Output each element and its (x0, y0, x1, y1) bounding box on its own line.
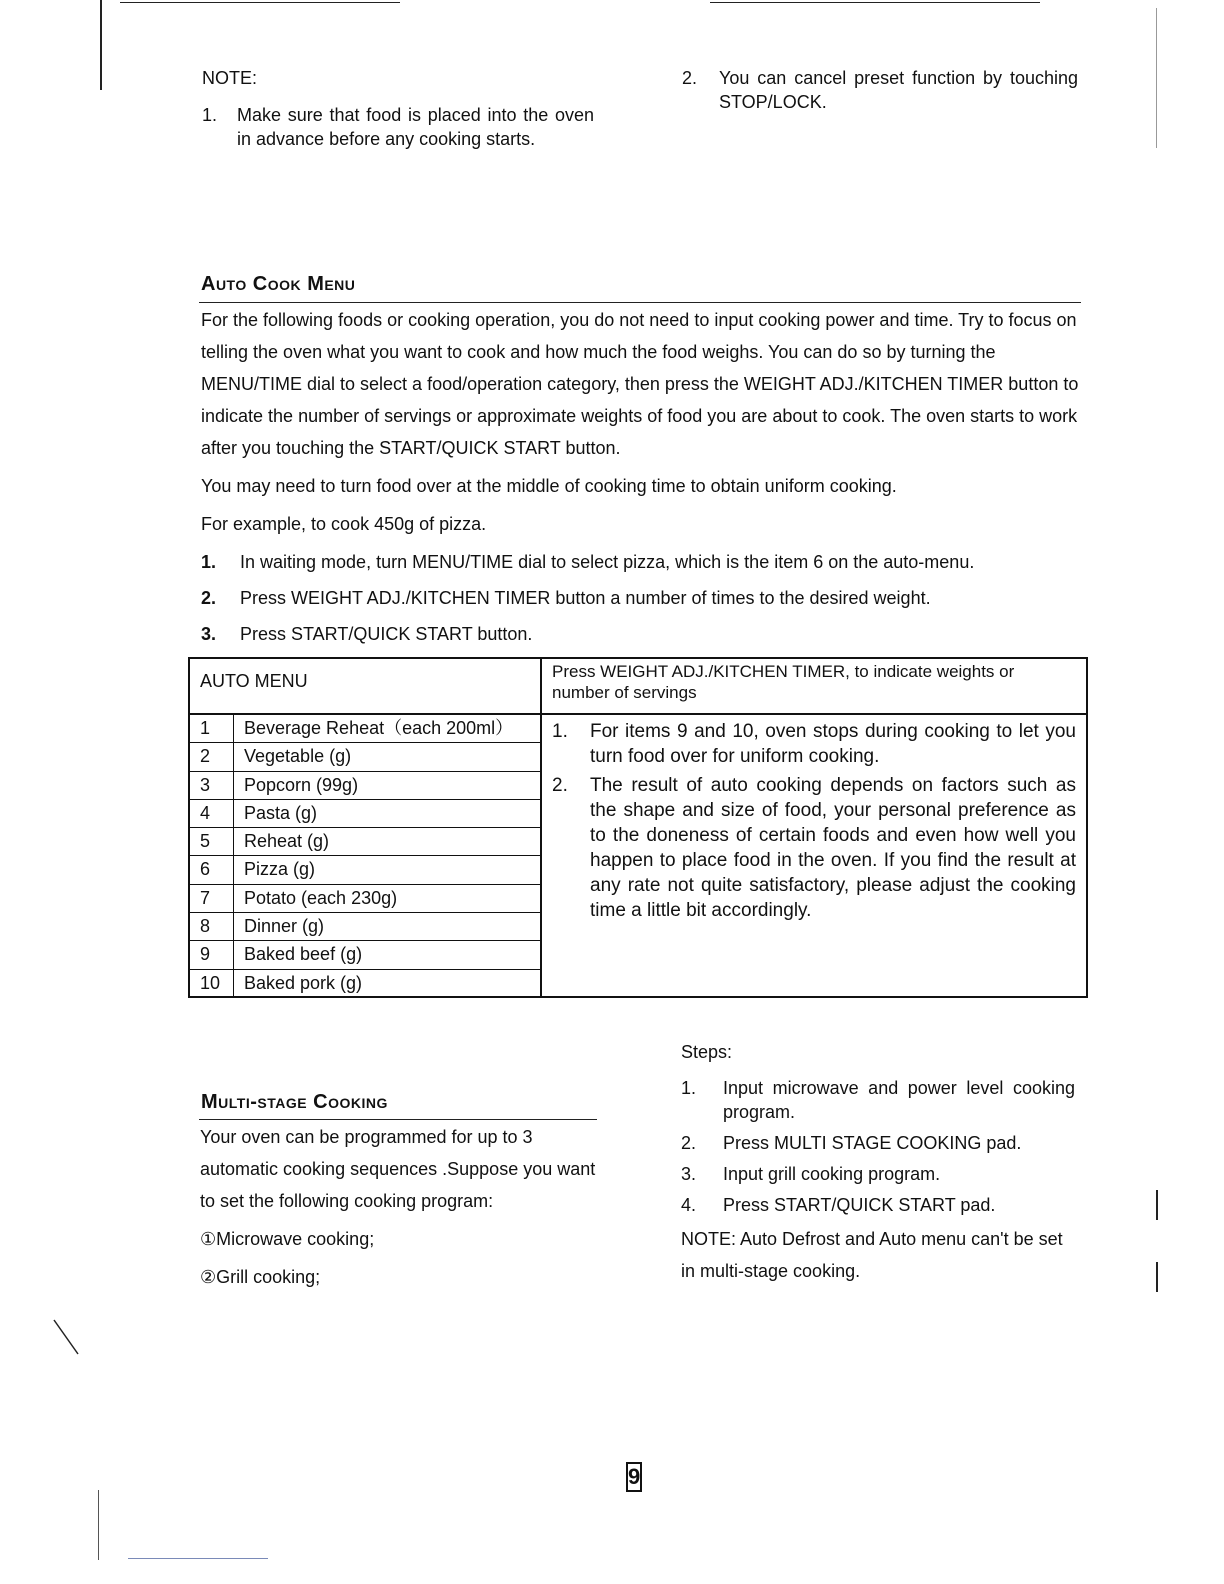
step-item: 1. In waiting mode, turn MENU/TIME dial to select pizza, which is the item 6 on the auto-menu. (201, 552, 975, 572)
note-list-right (682, 66, 1078, 114)
scan-edge-mark (120, 2, 400, 3)
program-item: ①Microwave cooking; (200, 1229, 375, 1249)
table-note: 2. The result of auto cooking depends on factors such as the shape and size of food, your personal preference as to the doneness of certain foods and even how well you happen to place food in the oven. If you find the result at any rate not quite satisfactory, please adjust the cooking time a little bit accordingly. (552, 775, 1076, 921)
table-row: 9 Baked beef (g) (190, 941, 540, 969)
step-item: 4. Press START/QUICK START pad. (681, 1195, 996, 1215)
table-row: 8 Dinner (g) (190, 913, 540, 941)
page-number: 9 (626, 1462, 642, 1492)
table-header-right: Press WEIGHT ADJ./KITCHEN TIMER, to indicate weights or number of servings (542, 659, 1086, 715)
scan-edge-mark (1156, 1190, 1158, 1220)
program-item: ②Grill cooking; (200, 1267, 321, 1287)
table-note: 1. For items 9 and 10, oven stops during cooking to let you turn food over for uniform cooking. (552, 721, 1076, 767)
scan-edge-mark (1156, 1262, 1158, 1292)
multi-stage-body (200, 1121, 598, 1293)
step-item: 3. Press START/QUICK START button. (201, 624, 533, 644)
note-item: 2. You can cancel preset function by touching STOP/LOCK. (682, 68, 1078, 112)
table-row: 10 Baked pork (g) (190, 970, 540, 998)
table-row: 7 Potato (each 230g) (190, 885, 540, 913)
steps-title: Steps: (681, 1042, 733, 1062)
step-item: 3. Input grill cooking program. (681, 1164, 941, 1184)
auto-menu-table (188, 657, 1088, 998)
multi-stage-heading: Multi-stage Cooking (201, 1091, 388, 1113)
auto-cook-intro: For the following foods or cooking operation, you do not need to input cooking power and time. Try to focus on telling the oven what you want to cook and how much the food weighs. You can do so by turning the MENU/TIME dial to select a food/operation category, then press the WEIGHT ADJ./KITCHEN TIMER button to indicate the number of servings or approximate weights of food you are about to cook. The oven starts to work after you touching the START/QUICK START button. (201, 310, 1079, 458)
auto-cook-rule (199, 302, 1081, 303)
auto-cook-example: For example, to cook 450g of pizza. (201, 514, 487, 534)
step-item: 2. Press WEIGHT ADJ./KITCHEN TIMER button a number of times to the desired weight. (201, 588, 931, 608)
scan-edge-mark (100, 0, 102, 90)
table-row: 1 Beverage Reheat（each 200ml） (190, 715, 540, 743)
table-row: 6 Pizza (g) (190, 856, 540, 884)
auto-cook-body (201, 304, 1081, 540)
table-header-left: AUTO MENU (190, 659, 542, 715)
table-row: 4 Pasta (g) (190, 800, 540, 828)
note-list (202, 103, 594, 151)
step-item: 1. Input microwave and power level cooking program. (681, 1078, 1075, 1122)
scan-edge-mark (1156, 8, 1157, 148)
multi-stage-intro: Your oven can be programmed for up to 3 automatic cooking sequences .Suppose you want to set the following cooking program: (200, 1127, 596, 1211)
auto-cook-turn-note: You may need to turn food over at the middle of cooking time to obtain uniform cooking. (201, 476, 897, 496)
scan-edge-mark (98, 1490, 99, 1560)
table-notes (542, 715, 1086, 996)
auto-cook-steps (201, 550, 1081, 658)
note-item: 1. Make sure that food is placed into the oven in advance before any cooking starts. (202, 105, 594, 149)
multi-stage-note: NOTE: Auto Defrost and Auto menu can't be set in multi-stage cooking. (681, 1229, 1063, 1281)
step-item: 2. Press MULTI STAGE COOKING pad. (681, 1133, 1022, 1153)
multi-stage-steps (681, 1076, 1075, 1224)
note-title: NOTE: (202, 68, 258, 88)
table-row: 3 Popcorn (99g) (190, 772, 540, 800)
scan-edge-mark (128, 1558, 268, 1559)
multi-stage-rule (199, 1119, 597, 1120)
auto-cook-heading: Auto Cook Menu (201, 273, 356, 295)
scan-diagonal-mark (52, 1318, 82, 1358)
scan-edge-mark (710, 2, 1040, 3)
menu-column (190, 715, 542, 996)
table-row: 5 Reheat (g) (190, 828, 540, 856)
table-row: 2 Vegetable (g) (190, 743, 540, 771)
